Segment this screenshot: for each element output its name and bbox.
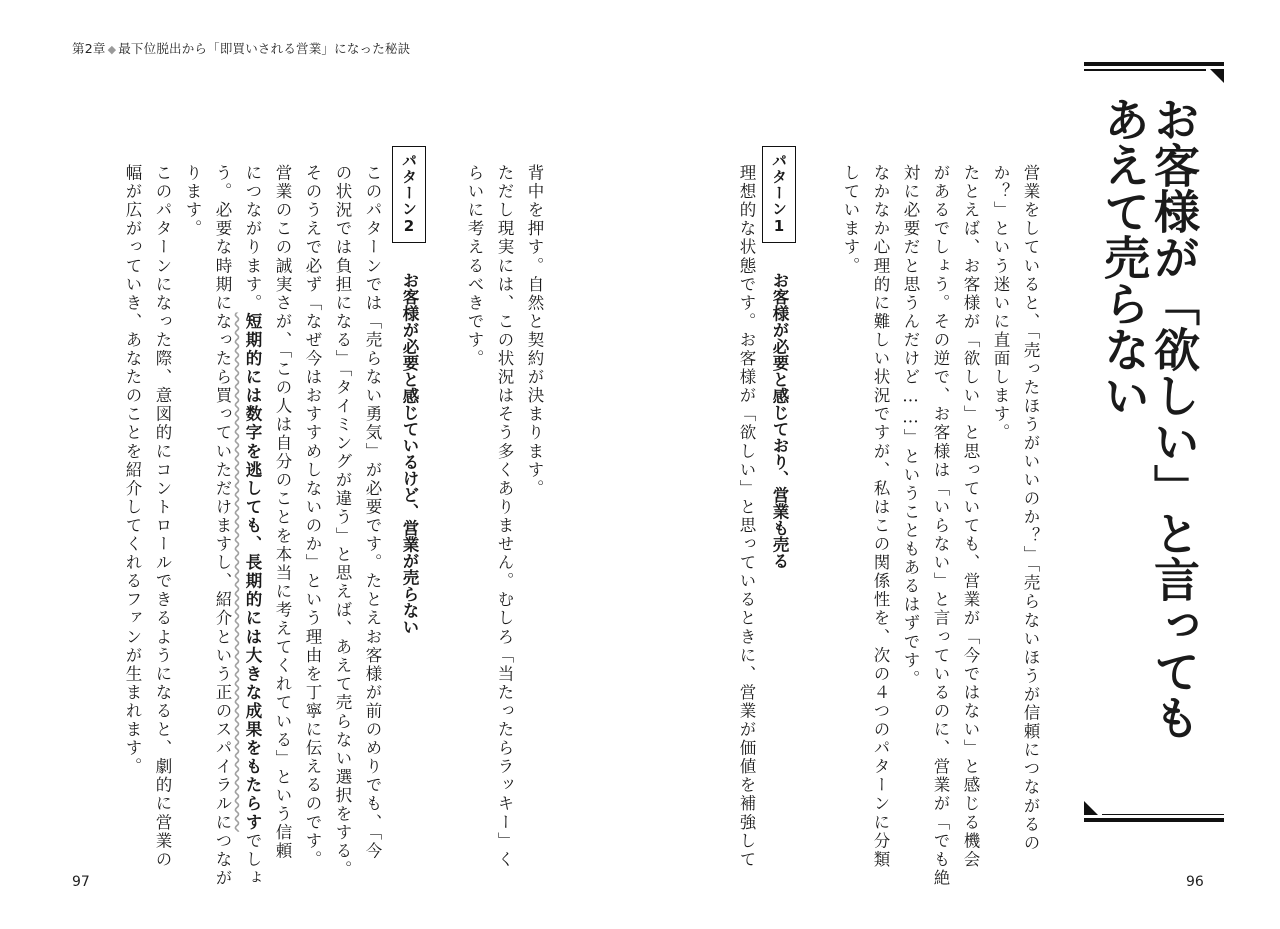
intro-line-1: 営業をしていると、「売ったほうがいいのか？」「売らないほうが信頼につながるの [1021,164,1040,853]
diamond-icon: ◆ [107,43,117,56]
pattern2-heading-row [392,146,426,635]
pattern1-line-4: らいに考えるべきです。 [465,164,484,369]
pattern2-line-8: このパターンになった際、意図的にコントロールできるようになると、劇的に営業の [153,164,172,869]
running-head [72,39,410,57]
pattern1-heading-row [762,146,796,569]
corner-triangle-top [1210,69,1224,83]
chapter-subtitle: 最下位脱出から「即買いされる営業」になった秘訣 [118,41,411,56]
intro-line-7: しています。 [841,164,860,276]
pattern1-label: パターン1 [762,146,796,243]
pattern1-line-3: ただし現実には、この状況はそう多くありません。むしろ「当たったらラッキー」く [495,164,514,869]
pattern1-line-2: 背中を押す。自然と契約が決まります。 [525,164,544,498]
page-number-left: 97 [72,874,90,890]
pattern2-line-5-post: でしょ [243,831,262,888]
pattern2-line-9: 幅が広がっていき、あなたのことを紹介してくれるファンが生まれます。 [123,164,142,777]
page-number-right: 96 [1186,874,1204,890]
title-rule-top-thin [1084,69,1206,71]
intro-line-3: たとえば、お客様が「欲しい」と思っていても、営業が「今ではない」と感じる機会 [961,164,980,869]
corner-triangle-bottom [1084,801,1098,815]
intro-line-4: があるでしょう。その逆で、お客様は「いらない」と言っているのに、営業が「でも絶 [931,164,950,888]
pattern2-emphasis: 短期的には数字を逃しても、長期的には大きな成果をもたらす [243,312,262,832]
pattern1-heading: お客様が必要と感じており、営業も売る [770,272,789,569]
intro-line-5: 対に必要だと思うんだけど……」ということもあるはずです。 [901,164,920,689]
pattern2-line-2: の状況では負担になる」「タイミングが違う」と思えば、あえて売らない選択をする。 [333,164,352,880]
pattern1-line-1: 理想的な状態です。お客様が「欲しい」と思っているときに、営業が価値を補強して [737,164,756,869]
intro-line-2: か？」という迷いに直面します。 [991,164,1010,443]
pattern2-heading: お客様が必要と感じているけど、営業が売らない [400,272,419,635]
title-rule-bottom [1084,818,1224,822]
pattern2-line-7: ります。 [183,164,202,239]
chapter-title-line2: あえて売らない [1097,96,1151,418]
pattern2-line-4: 営業のこの誠実さが、「この人は自分のことを本当に考えてくれている」という信頼 [273,164,292,861]
pattern2-line-5-pre: につながります。 [243,164,262,313]
chapter-number: 第2章 [72,41,106,56]
pattern2-label: パターン2 [392,146,426,243]
pattern2-line-1: このパターンでは「売らない勇気」が必要です。たとえお客様が前のめりでも、「今 [363,164,382,861]
title-rule-top [1084,62,1224,66]
pattern2-line-6: う。必要な時期になったら買っていただけますし、紹介という正のスパイラルにつなが [213,164,232,888]
title-rule-bottom-thin [1102,814,1224,816]
intro-line-6: なかなか心理的に難しい状況ですが、私はこの関係性を、次の４つのパターンに分類 [871,164,890,869]
chapter-title-line1: お客様が「欲しい」と言っても [1147,96,1201,740]
pattern2-line-3: そのうえで必ず「なぜ今はおすすめしないのか」という理由を丁寧に伝えるのです。 [303,164,322,869]
pattern2-line-5 [238,164,266,887]
